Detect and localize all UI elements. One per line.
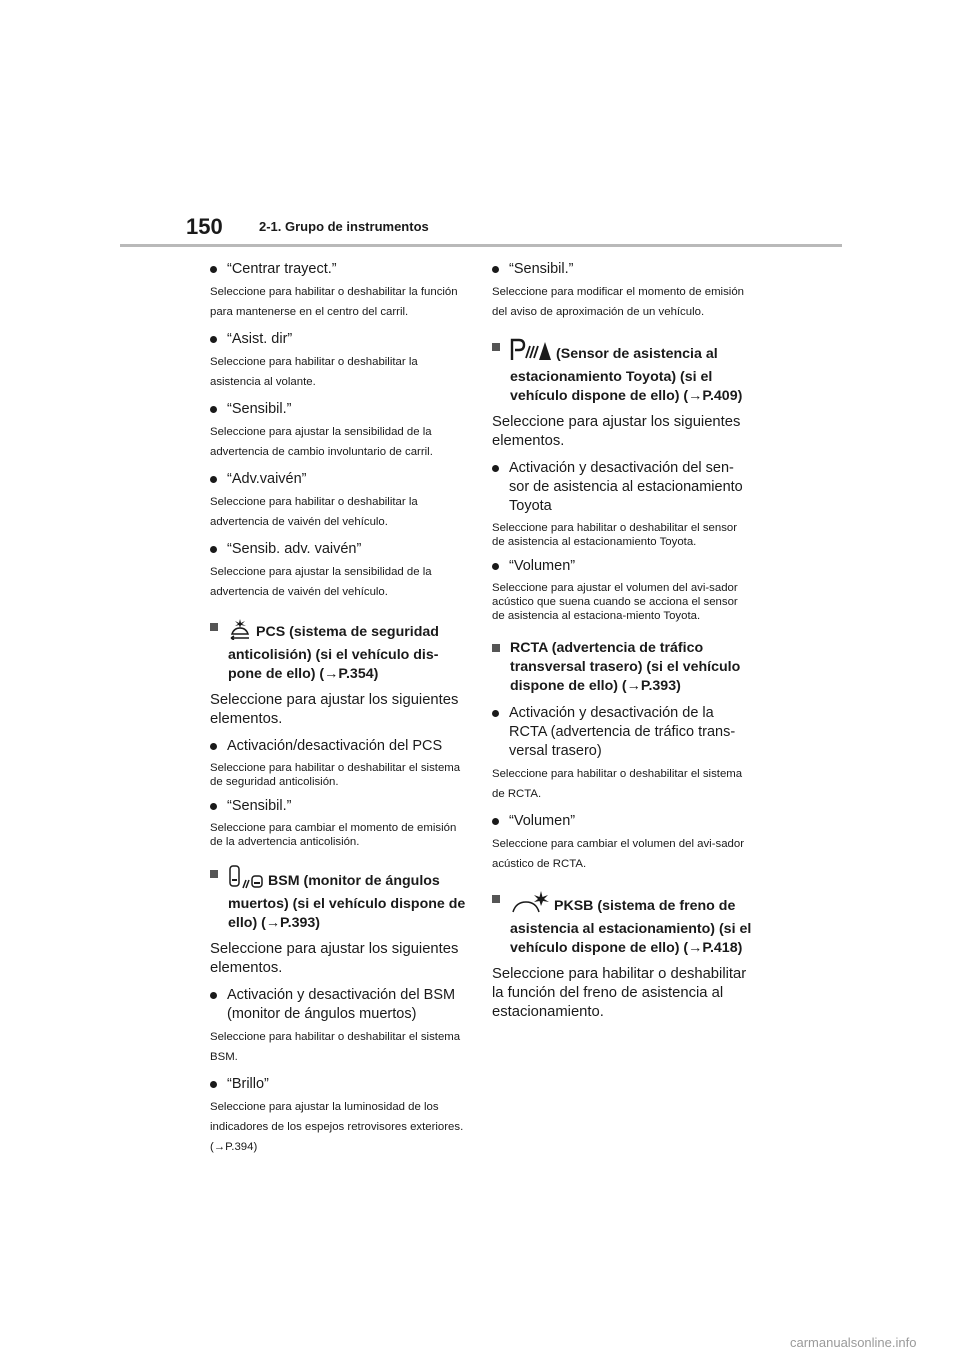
bullet-icon	[210, 992, 217, 999]
rcta-heading-text: RCTA (advertencia de tráfico transversal trasero) (si el vehículo dispone de ello) (→P.393)	[510, 640, 741, 694]
header-divider	[120, 244, 842, 247]
pcs-intro: Seleccione para ajustar los siguientes elementos.	[210, 692, 459, 727]
bullet-icon	[210, 406, 217, 413]
item-label: “Volumen”	[509, 813, 576, 829]
watermark: carmanualsonline.info	[790, 1335, 917, 1350]
section-title: 2-1. Grupo de instrumentos	[259, 219, 429, 234]
pcs-heading-text: PCS (sistema de seguridad anticolisión) (si el vehículo dis-pone de ello) (→P.354)	[228, 624, 439, 682]
item-description: Seleccione para cambiar el momento de emisión de la advertencia anticolisión.	[210, 822, 457, 848]
item-description: Seleccione para habilitar o deshabilitar el sensor de asistencia al estacionamiento Toyota.	[492, 522, 738, 548]
list-item	[492, 459, 752, 516]
list-item	[492, 812, 752, 831]
item-description: Seleccione para ajustar el volumen del avi-sador acústico que suena cuando se acciona el sensor de asistencia al estaciona-miento Toyota.	[492, 582, 738, 622]
pksb-intro: Seleccione para habilitar o deshabilitar la función del freno de asistencia al estacionamiento.	[492, 966, 747, 1020]
item-description: Seleccione para habilitar o deshabilitar el sistema de seguridad anticolisión.	[210, 762, 461, 788]
pksb-icon	[510, 890, 550, 920]
bullet-icon	[492, 563, 499, 570]
bullet-icon	[210, 743, 217, 750]
page-number: 150	[186, 214, 223, 239]
item-label: “Centrar trayect.”	[227, 261, 337, 277]
bullet-icon	[210, 266, 217, 273]
parking-sensor-heading	[492, 338, 752, 406]
bullet-icon	[492, 818, 499, 825]
item-label: “Sensibil.”	[509, 261, 574, 277]
pcs-icon	[228, 618, 252, 646]
bullet-icon	[492, 266, 499, 273]
item-label: Activación y desactivación del BSM (monitor de ángulos muertos)	[227, 987, 456, 1022]
list-item	[210, 260, 468, 279]
bullet-icon	[210, 1081, 217, 1088]
item-description: Seleccione para ajustar la luminosidad de los indicadores de los espejos retrovisores exteriores. (→P.394)	[210, 1101, 464, 1153]
list-item	[210, 737, 468, 756]
pcs-heading	[210, 618, 468, 684]
list-item	[492, 260, 752, 279]
parking-sensor-icon	[510, 338, 552, 368]
item-description: Seleccione para habilitar o deshabilitar el sistema BSM.	[210, 1031, 461, 1063]
list-item	[210, 540, 468, 559]
bsm-icon	[228, 865, 264, 895]
item-description: Seleccione para cambiar el volumen del avi-sador acústico de RCTA.	[492, 838, 744, 870]
item-description: Seleccione para ajustar la sensibilidad de la advertencia de vaivén del vehículo.	[210, 566, 432, 598]
item-description: Seleccione para modificar el momento de emisión del aviso de aproximación de un vehículo.	[492, 286, 744, 318]
parking-sensor-heading-text: (Sensor de asistencia al estacionamiento Toyota) (si el vehículo dispone de ello) (→P.409)	[510, 346, 743, 404]
list-item	[210, 400, 468, 419]
list-item	[210, 986, 468, 1024]
bullet-icon	[492, 465, 499, 472]
list-item	[210, 797, 468, 816]
item-description: Seleccione para habilitar o deshabilitar la asistencia al volante.	[210, 356, 418, 388]
bullet-icon	[210, 803, 217, 810]
item-label: Activación y desactivación de la RCTA (advertencia de tráfico trans-versal trasero)	[509, 705, 736, 759]
bsm-heading	[210, 865, 468, 933]
bsm-heading-text: BSM (monitor de ángulos muertos) (si el vehículo dispone de ello) (→P.393)	[228, 873, 466, 931]
item-description: Seleccione para habilitar o deshabilitar la advertencia de vaivén del vehículo.	[210, 496, 418, 528]
square-bullet-icon	[492, 895, 500, 903]
pksb-heading	[492, 890, 752, 958]
bullet-icon	[492, 710, 499, 717]
bsm-intro: Seleccione para ajustar los siguientes elementos.	[210, 941, 459, 976]
item-description: Seleccione para ajustar la sensibilidad de la advertencia de cambio involuntario de carril.	[210, 426, 433, 458]
square-bullet-icon	[210, 623, 218, 631]
square-bullet-icon	[492, 644, 500, 652]
item-label: “Brillo”	[227, 1076, 269, 1092]
list-item	[210, 470, 468, 489]
item-label: “Sensibil.”	[227, 798, 292, 814]
left-column	[210, 252, 468, 1157]
square-bullet-icon	[210, 870, 218, 878]
list-item	[210, 1075, 468, 1094]
item-label: “Asist. dir”	[227, 331, 293, 347]
bullet-icon	[210, 546, 217, 553]
item-label: “Adv.vaivén”	[227, 471, 307, 487]
square-bullet-icon	[492, 343, 500, 351]
rcta-heading	[492, 639, 752, 696]
item-label: “Sensibil.”	[227, 401, 292, 417]
list-item	[210, 330, 468, 349]
item-description: Seleccione para habilitar o deshabilitar la función para mantenerse en el centro del carril.	[210, 286, 458, 318]
right-column	[492, 252, 752, 1022]
list-item	[492, 704, 752, 761]
parking-intro: Seleccione para ajustar los siguientes elementos.	[492, 414, 741, 449]
item-label: Activación y desactivación del sen-sor de asistencia al estacionamiento Toyota	[509, 460, 743, 514]
item-label: “Sensib. adv. vaivén”	[227, 541, 362, 557]
item-description: Seleccione para habilitar o deshabilitar el sistema de RCTA.	[492, 768, 743, 800]
item-label: Activación/desactivación del PCS	[227, 738, 443, 754]
bullet-icon	[210, 476, 217, 483]
list-item	[492, 557, 752, 576]
bullet-icon	[210, 336, 217, 343]
item-label: “Volumen”	[509, 558, 576, 574]
pksb-heading-text: PKSB (sistema de freno de asistencia al estacionamiento) (si el vehículo dispone de ello) (→P.418)	[510, 898, 752, 956]
